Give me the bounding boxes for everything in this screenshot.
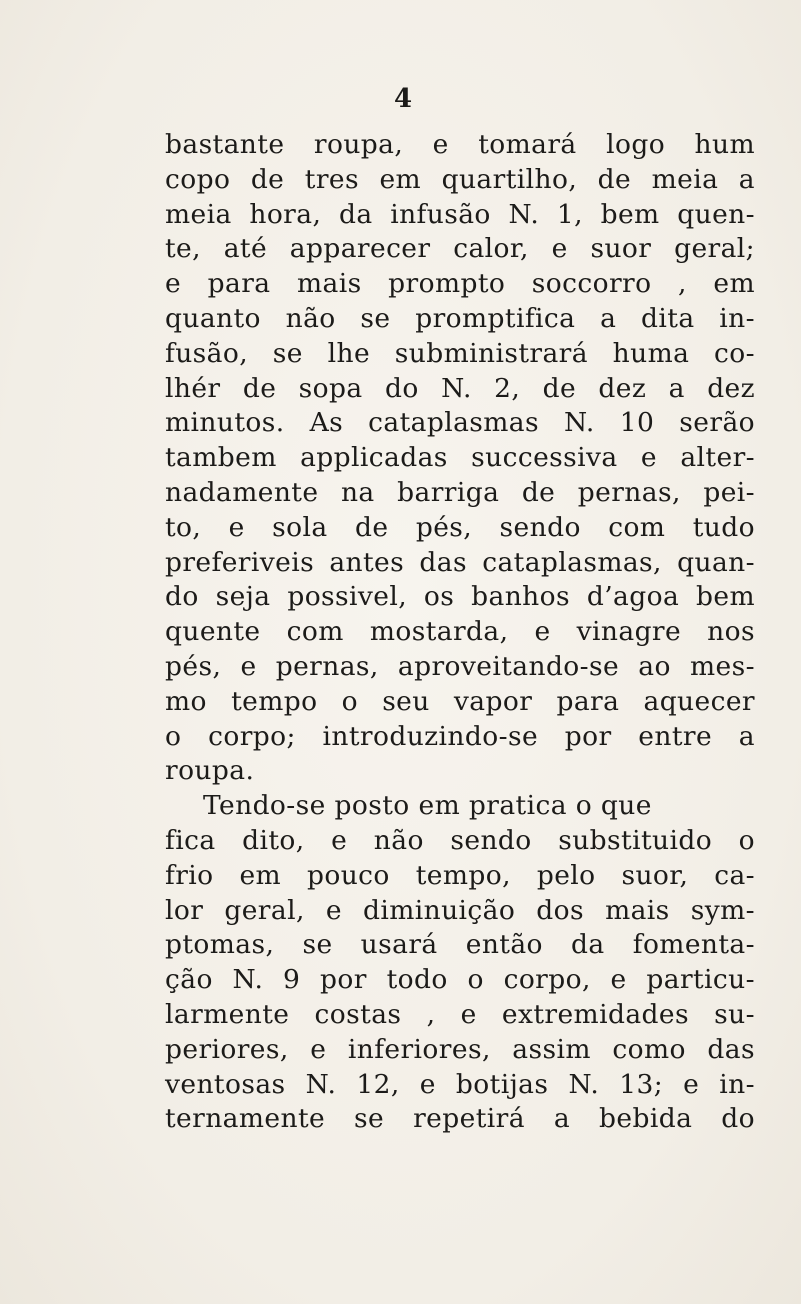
text-line: ventosas N. 12, e botijas N. 13; e in- bbox=[165, 1068, 755, 1100]
text-line: ção N. 9 por todo o corpo, e particu- bbox=[165, 964, 755, 996]
text-line: larmente costas , e extremidades su- bbox=[165, 998, 755, 1030]
text-line: te, até apparecer calor, e suor geral; bbox=[165, 233, 755, 265]
text-line: mo tempo o seu vapor para aquecer bbox=[165, 685, 755, 717]
text-line: e para mais prompto soccorro , em bbox=[165, 268, 755, 300]
text-line: lor geral, e diminuição dos mais sym- bbox=[165, 894, 755, 926]
text-line: do seja possivel, os banhos d’agoa bem bbox=[165, 581, 755, 613]
text-line: ptomas, se usará então da fomenta- bbox=[165, 929, 755, 961]
text-line: Tendo-se posto em pratica o que bbox=[203, 790, 652, 822]
text-line: lhér de sopa do N. 2, de dez a dez bbox=[165, 372, 755, 404]
text-line: o corpo; introduzindo-se por entre a bbox=[165, 720, 755, 752]
body-text bbox=[165, 128, 755, 1137]
text-line: bastante roupa, e tomará logo hum bbox=[165, 129, 755, 160]
text-line: roupa. bbox=[165, 755, 255, 787]
text-line: copo de tres em quartilho, de meia a bbox=[165, 163, 755, 195]
text-line: pés, e pernas, aproveitando-se ao mes- bbox=[165, 650, 755, 682]
page-number: 4 bbox=[393, 84, 413, 114]
text-line: meia hora, da infusão N. 1, bem quen- bbox=[165, 198, 755, 230]
text-line: frio em pouco tempo, pelo suor, ca- bbox=[165, 859, 755, 891]
text-line: fica dito, e não sendo substituido o bbox=[165, 824, 755, 856]
text-line: quanto não se promptifica a dita in- bbox=[165, 302, 755, 334]
text-line: tambem applicadas successiva e alter- bbox=[165, 442, 755, 474]
text-line: to, e sola de pés, sendo com tudo bbox=[165, 511, 755, 543]
text-line: periores, e inferiores, assim como das bbox=[165, 1033, 755, 1065]
text-line: minutos. As cataplasmas N. 10 serão bbox=[165, 407, 755, 439]
text-line: ternamente se repetirá a bebida do bbox=[165, 1103, 755, 1135]
text-line: quente com mostarda, e vinagre nos bbox=[165, 616, 755, 648]
text-line: nadamente na barriga de pernas, pei- bbox=[165, 476, 755, 508]
text-line: preferiveis antes das cataplasmas, quan- bbox=[165, 546, 755, 578]
text-line: fusão, se lhe subministrará huma co- bbox=[165, 337, 755, 369]
